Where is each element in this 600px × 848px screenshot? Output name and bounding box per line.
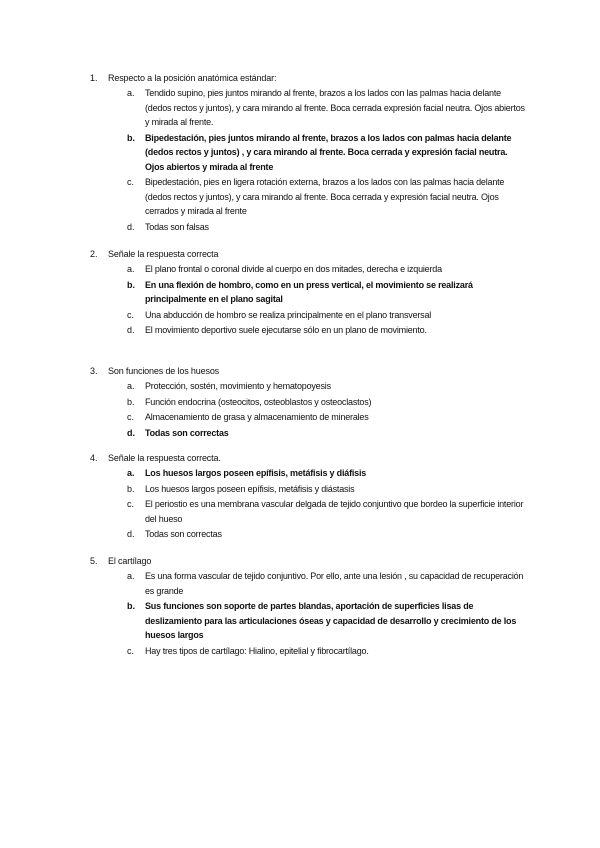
option-text: El movimiento deportivo suele ejecutarse sólo en un plano de movimiento. (145, 325, 427, 335)
option-text: Es una forma vascular de tejido conjuntivo. Por ello, ante una lesión , su capacidad de recuperación es grande (145, 571, 524, 596)
option-letter: b. (127, 483, 135, 494)
option-text: El plano frontal o coronal divide al cuerpo en dos mitades, derecha e izquierda (145, 264, 442, 274)
option-b-correct (0, 599, 600, 643)
option-letter: d. (127, 529, 135, 539)
option-letter: b. (127, 396, 135, 407)
option-letter: c. (127, 309, 135, 320)
option-text: Protección, sostén, movimiento y hematopoyesis (145, 381, 331, 391)
option-a (0, 379, 600, 394)
option-d (0, 220, 600, 235)
option-text: Sus funciones son soporte de partes blandas, aportación de superficies lisas de deslizamiento para las articulaciones óseas y capacidad de desarrollo y crecimiento de los huesos largos (145, 601, 517, 640)
option-letter: a. (127, 468, 135, 478)
option-d (0, 527, 600, 542)
question-header (0, 363, 600, 379)
question-5 (0, 553, 600, 658)
question-3 (0, 363, 600, 440)
option-text: Todas son falsas (145, 221, 209, 232)
option-text: En una flexión de hombro, como en un press vertical, el movimiento se realizará principalmente en el plano sagital (145, 279, 473, 304)
option-text: Todas son correctas (145, 427, 229, 438)
option-b-correct (0, 278, 600, 307)
option-a (0, 262, 600, 277)
option-letter: d. (127, 427, 135, 438)
option-text: Almacenamiento de grasa y almacenamiento de minerales (145, 412, 369, 422)
option-text: Todas son correctas (145, 529, 222, 539)
option-text: Tendido supino, pies juntos mirando al frente, brazos a los lados con las palmas hacia delante (dedos rectos y juntos), y cara mirando al frente. Boca cerrada expresión facial neutra. Ojos abiertos y mirada al frente. (145, 88, 525, 127)
option-c (0, 497, 600, 526)
option-letter: d. (127, 325, 135, 335)
option-a-correct (0, 466, 600, 481)
question-2 (0, 246, 600, 338)
question-1 (0, 70, 600, 234)
option-letter: b. (127, 279, 135, 290)
option-letter: b. (127, 601, 135, 611)
question-text: Son funciones de los huesos (108, 366, 220, 376)
option-text: Bipedestación, pies en ligera rotación externa, brazos a los lados con las palmas hacia delante (dedos rectos y juntos), y cara mirando al frente. Boca cerrada y expresión facial neutra. Ojos cerrados y mirada al frente (145, 177, 505, 216)
question-header (0, 553, 600, 569)
option-letter: a. (127, 264, 135, 274)
question-header (0, 246, 600, 262)
option-text: Bipedestación, pies juntos mirando al frente, brazos a los lados con palmas hacia delante (dedos rectos y juntos) , y cara mirando al frente. Boca cerrada y expresión facial neutra. Ojos abiertos y mirada al frente (145, 132, 512, 172)
question-text: El cartílago (108, 556, 152, 566)
option-c (0, 308, 600, 323)
option-letter: d. (127, 221, 135, 232)
option-letter: c. (127, 177, 135, 187)
question-text: Señale la respuesta correcta. (108, 453, 221, 463)
option-letter: c. (127, 645, 135, 656)
option-d-correct (0, 426, 600, 441)
option-a (0, 86, 600, 130)
question-number: 2. (90, 249, 98, 259)
option-text: Hay tres tipos de cartílago: Hialino, epitelial y fibrocartílago. (145, 645, 369, 656)
option-b (0, 395, 600, 410)
option-letter: a. (127, 381, 135, 391)
option-text: Una abducción de hombro se realiza principalmente en el plano transversal (145, 309, 432, 320)
option-letter: c. (127, 499, 135, 509)
question-number: 3. (90, 366, 98, 376)
question-text: Respecto a la posición anatómica estándar: (108, 73, 277, 83)
option-text: Los huesos largos poseen epífisis, metáfisis y diáfisis (145, 468, 367, 478)
option-b (0, 482, 600, 497)
question-text: Señale la respuesta correcta (108, 249, 219, 259)
option-text: El periostio es una membrana vascular delgada de tejido conjuntivo que bordeo la superficie interior del hueso (145, 499, 524, 524)
option-c (0, 410, 600, 425)
question-number: 5. (90, 556, 98, 566)
option-d (0, 323, 600, 338)
option-b-correct (0, 131, 600, 175)
option-letter: a. (127, 88, 135, 98)
option-letter: b. (127, 132, 135, 143)
question-header (0, 450, 600, 466)
question-4 (0, 450, 600, 542)
option-text: Los huesos largos poseen epífisis, metáfisis y diástasis (145, 483, 355, 494)
question-header (0, 70, 600, 86)
option-letter: c. (127, 412, 135, 422)
option-c (0, 175, 600, 219)
question-number: 1. (90, 73, 98, 83)
option-a (0, 569, 600, 598)
option-letter: a. (127, 571, 135, 581)
option-c (0, 644, 600, 659)
question-number: 4. (90, 453, 98, 463)
option-text: Función endocrina (osteocitos, osteoblastos y osteoclastos) (145, 396, 372, 407)
